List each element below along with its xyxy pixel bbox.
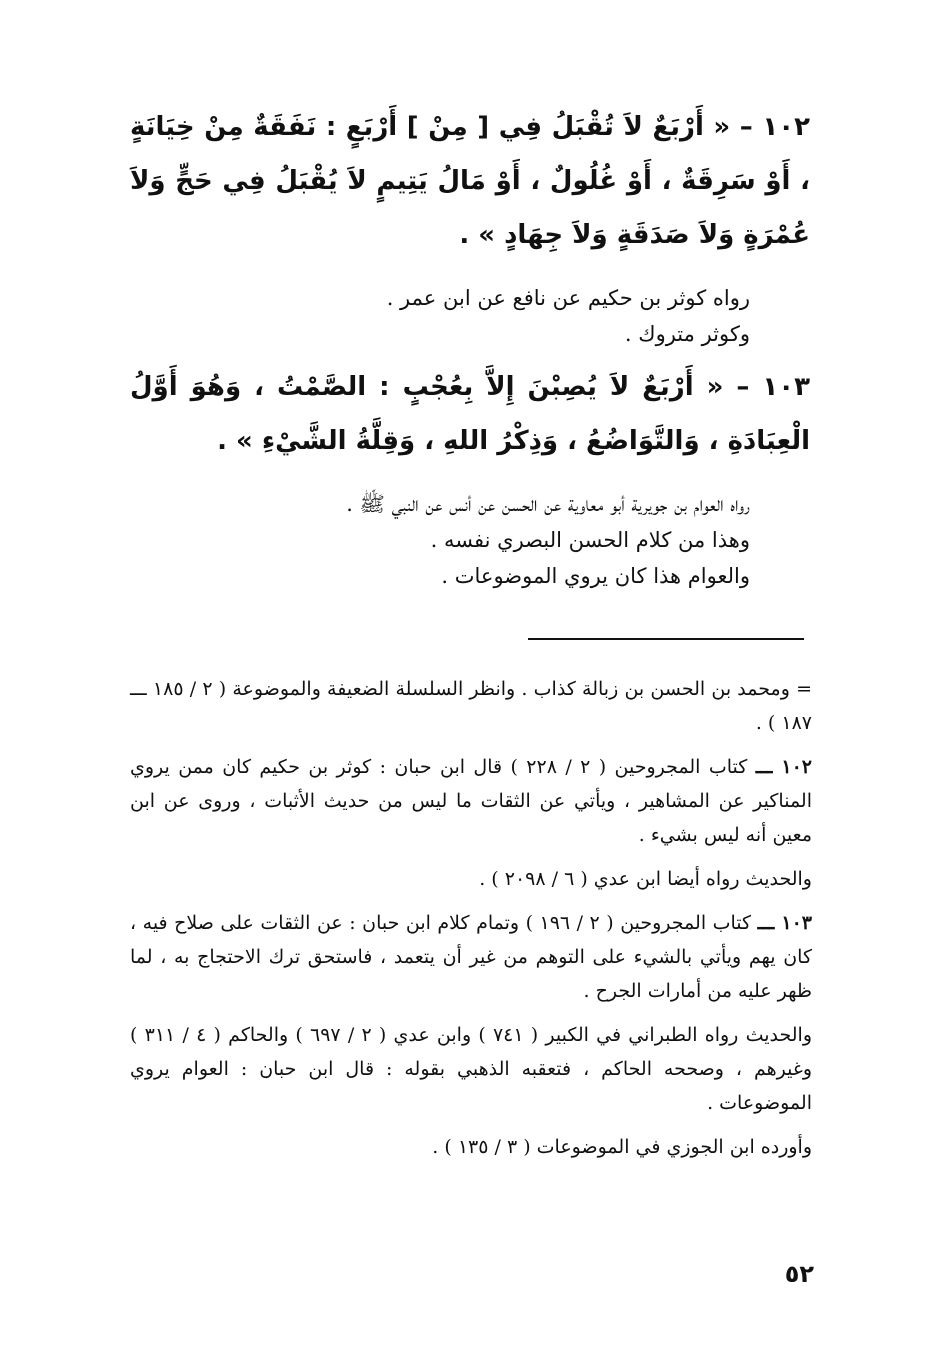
footnote-divider [528, 638, 804, 640]
narration-line: والعوام هذا كان يروي الموضوعات . [441, 564, 750, 588]
footnote-continuation: = ومحمد بن الحسن بن زبالة كذاب . وانظر السلسلة الضعيفة والموضوعة ( ٢ / ١٨٥ ـــ ١٨٧ ) . [130, 678, 812, 734]
narration-102 [190, 280, 750, 352]
narration-line: وهذا من كلام الحسن البصري نفسه . [430, 528, 750, 552]
narration-line: رواه العوام بن جويرية أبو معاوية عن الحسن عن أنس عن النبي ﷺ . [346, 492, 750, 516]
footnote-text: كتاب المجروحين ( ٢ / ٢٢٨ ) قال ابن حبان : كوثر بن حكيم كان ممن يروي المناكير عن المشاهير ، ويأتي عن الثقات ما ليس من حديث الأثبات ، وروى عن ابن معين أنه ليس بشيء . [130, 756, 812, 846]
narration-line: رواه كوثر بن حكيم عن نافع عن ابن عمر . [386, 286, 750, 310]
narration-103 [190, 486, 750, 594]
page-number: ٥٢ [784, 1260, 814, 1288]
footnote-103 [130, 906, 812, 1008]
footnote-102 [130, 750, 812, 852]
footnote-text: كتاب المجروحين ( ٢ / ١٩٦ ) وتمام كلام ابن حبان : عن الثقات على صلاح فيه ، كان يهم ويأتي بالشيء على التوهم من غير أن يتعمد ، فاستحق ترك الاحتجاج به ، لما ظهر عليه من أمارات الجرح . [130, 912, 812, 1002]
footnote-103-extra: والحديث رواه الطبراني في الكبير ( ٧٤١ ) وابن عدي ( ٢ / ٦٩٧ ) والحاكم ( ٤ / ٣١١ ) وغيرهم ، وصححه الحاكم ، فتعقبه الذهبي بقوله : قال ابن حبان : العوام يروي الموضوعات . [130, 1024, 813, 1114]
footnotes [130, 672, 812, 1174]
footnote-number: ١٠٢ ـــ [755, 756, 812, 778]
footnote-number: ١٠٣ ـــ [757, 912, 812, 934]
footnote-102-extra: والحديث رواه أيضا ابن عدي ( ٦ / ٢٠٩٨ ) . [479, 868, 812, 890]
footnote-103-extra: وأورده ابن الجوزي في الموضوعات ( ٣ / ١٣٥ ) . [432, 1136, 812, 1158]
narration-line: وكوثر متروك . [624, 322, 750, 346]
hadith-102: ١٠٢ – « أَرْبَعٌ لاَ تُقْبَلُ فِي [ مِنْ ] أَرْبَعٍ : نَفَقَةٌ مِنْ خِيَانَةٍ ، أَوْ سَرِقَةٌ ، أَوْ غُلُولٌ ، أَوْ مَالُ يَتِيمٍ لاَ يُقْبَلُ فِي حَجٍّ وَلاَ عُمْرَةٍ وَلاَ صَدَقَةٍ وَلاَ جِهَادٍ » . [130, 112, 810, 250]
hadith-103: ١٠٣ – « أَرْبَعٌ لاَ يُصِبْنَ إِلاَّ بِعُجْبٍ : الصَّمْتُ ، وَهُوَ أَوَّلُ الْعِبَادَةِ ، وَالتَّوَاضُعُ ، وَذِكْرُ اللهِ ، وَقِلَّةُ الشَّيْءِ » . [130, 372, 810, 456]
